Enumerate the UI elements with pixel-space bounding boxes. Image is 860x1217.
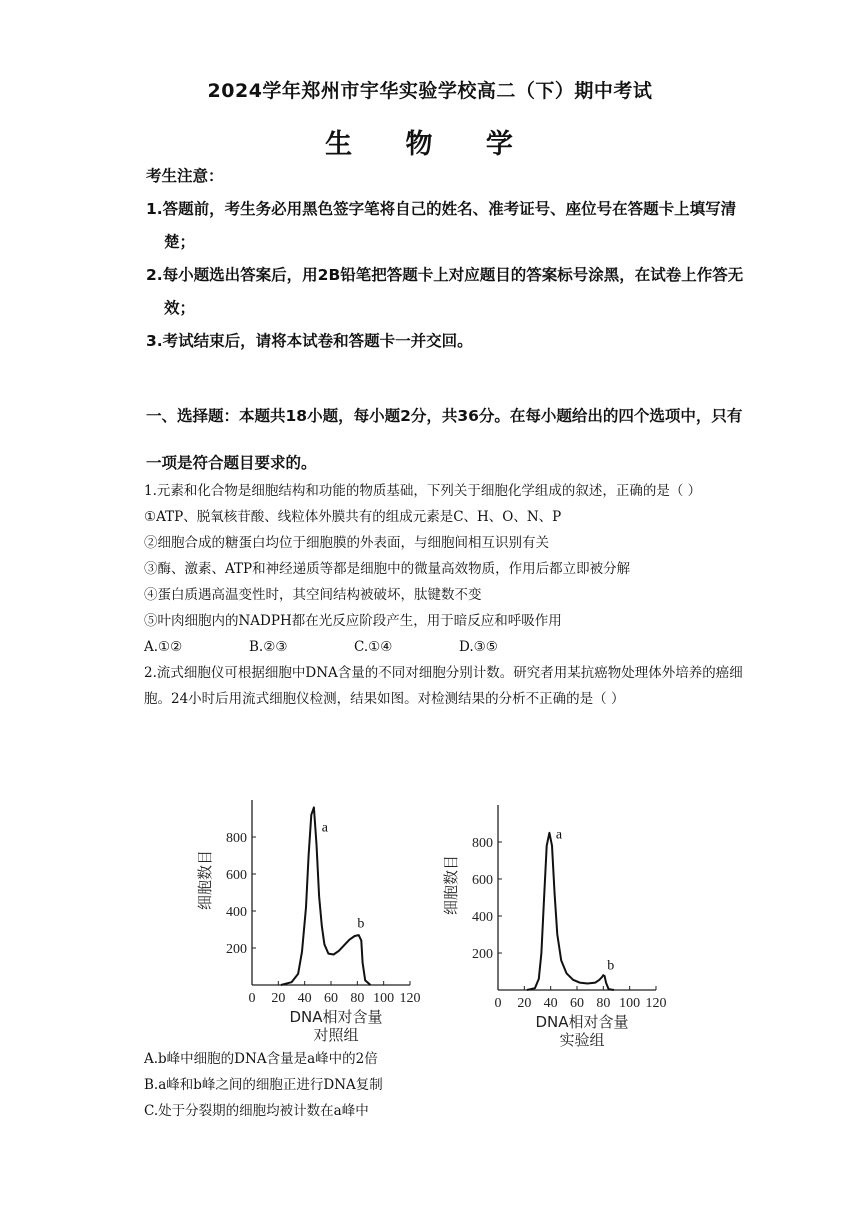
charts-svg: [190, 785, 710, 1050]
y-tick-label: 600: [226, 868, 247, 883]
y-tick-label: 600: [472, 873, 493, 888]
notice-item: 3.考试结束后，请将本试卷和答题卡一并交回。: [146, 332, 473, 350]
x-tick-label: 20: [517, 996, 532, 1011]
option-a: A.b峰中细胞的DNA含量是a峰中的2倍: [144, 1051, 378, 1067]
question-2-options: [144, 1046, 744, 1124]
notice-block: [146, 160, 746, 358]
option-c: C.处于分裂期的细胞均被计数在a峰中: [144, 1103, 369, 1119]
x-axis-label: DNA相对含量: [289, 1008, 383, 1026]
peak-label-b: b: [607, 958, 615, 974]
x-tick-label: 120: [645, 996, 667, 1011]
x-axis-label: DNA相对含量: [535, 1013, 629, 1031]
x-tick-label: 40: [543, 996, 558, 1011]
x-tick-label: 80: [596, 996, 611, 1011]
chart-title: 对照组: [313, 1026, 359, 1044]
x-tick-label: 80: [350, 991, 365, 1006]
y-tick-label: 200: [472, 947, 493, 962]
question-1: [144, 478, 744, 712]
series-line: [527, 833, 614, 990]
statement: ④蛋白质遇高温变性时，其空间结构被破坏，肽键数不变: [144, 587, 482, 603]
statement: ②细胞合成的糖蛋白均位于细胞膜的外表面，与细胞间相互识别有关: [144, 535, 549, 551]
y-axis-label: 细胞数目: [196, 849, 214, 911]
x-tick-label: 100: [373, 991, 395, 1006]
section-heading: 一、选择题：本题共18小题，每小题2分，共36分。在每小题给出的四个选项中，只有一项是符合题目要求的。: [146, 407, 743, 472]
option-d: D.③⑤: [459, 639, 498, 655]
y-tick-label: 800: [226, 831, 247, 846]
flow-cytometry-charts: [190, 785, 710, 1050]
x-tick-label: 100: [619, 996, 641, 1011]
statement: ⑤叶肉细胞内的NADPH都在光反应阶段产生，用于暗反应和呼吸作用: [144, 613, 562, 629]
option-a: A.①②: [144, 639, 183, 655]
subject-title: 生 物 学: [325, 129, 535, 160]
x-tick-label: 20: [271, 991, 286, 1006]
peak-label-b: b: [357, 916, 365, 932]
y-axis-label: 细胞数目: [442, 854, 460, 916]
x-tick-label: 40: [297, 991, 312, 1006]
question-stem: 1.元素和化合物是细胞结构和功能的物质基础，下列关于细胞化学组成的叙述，正确的是（ ）: [144, 483, 702, 499]
x-tick-label: 0: [494, 996, 502, 1011]
peak-label-a: a: [321, 820, 329, 836]
option-c: C.①④: [354, 639, 393, 655]
option-b: B.a峰和b峰之间的细胞正进行DNA复制: [144, 1077, 383, 1093]
x-tick-label: 60: [324, 991, 338, 1006]
notice-heading: 考生注意：: [146, 167, 224, 185]
options-row: [144, 634, 744, 660]
question-stem: 2.流式细胞仪可根据细胞中DNA含量的不同对细胞分别计数。研究者用某抗癌物处理体外培养的癌细胞。24小时后用流式细胞仪检测，结果如图。对检测结果的分析不正确的是（ ）: [144, 665, 743, 707]
y-tick-label: 400: [226, 905, 247, 920]
y-tick-label: 800: [472, 836, 493, 851]
statement: ①ATP、脱氧核苷酸、线粒体外膜共有的组成元素是C、H、O、N、P: [144, 509, 562, 525]
notice-item: 1.答题前，考生务必用黑色签字笔将自己的姓名、准考证号、座位号在答题卡上填写清楚；: [146, 200, 737, 251]
peak-label-a: a: [555, 827, 563, 843]
option-b: B.②③: [249, 639, 288, 655]
x-tick-label: 120: [399, 991, 421, 1006]
x-tick-label: 60: [570, 996, 584, 1011]
y-tick-label: 400: [472, 910, 493, 925]
notice-item: 2.每小题选出答案后，用2B铅笔把答题卡上对应题目的答案标号涂黑，在试卷上作答无效；: [146, 266, 744, 317]
statement: ③酶、激素、ATP和神经递质等都是细胞中的微量高效物质，作用后都立即被分解: [144, 561, 631, 577]
chart-title: 实验组: [559, 1031, 605, 1049]
chart-panel-1: [196, 800, 421, 1044]
y-tick-label: 200: [226, 942, 247, 957]
chart-panel-2: [442, 805, 667, 1049]
x-tick-label: 0: [248, 991, 256, 1006]
exam-title: 2024学年郑州市宇华实验学校高二（下）期中考试: [207, 80, 653, 102]
